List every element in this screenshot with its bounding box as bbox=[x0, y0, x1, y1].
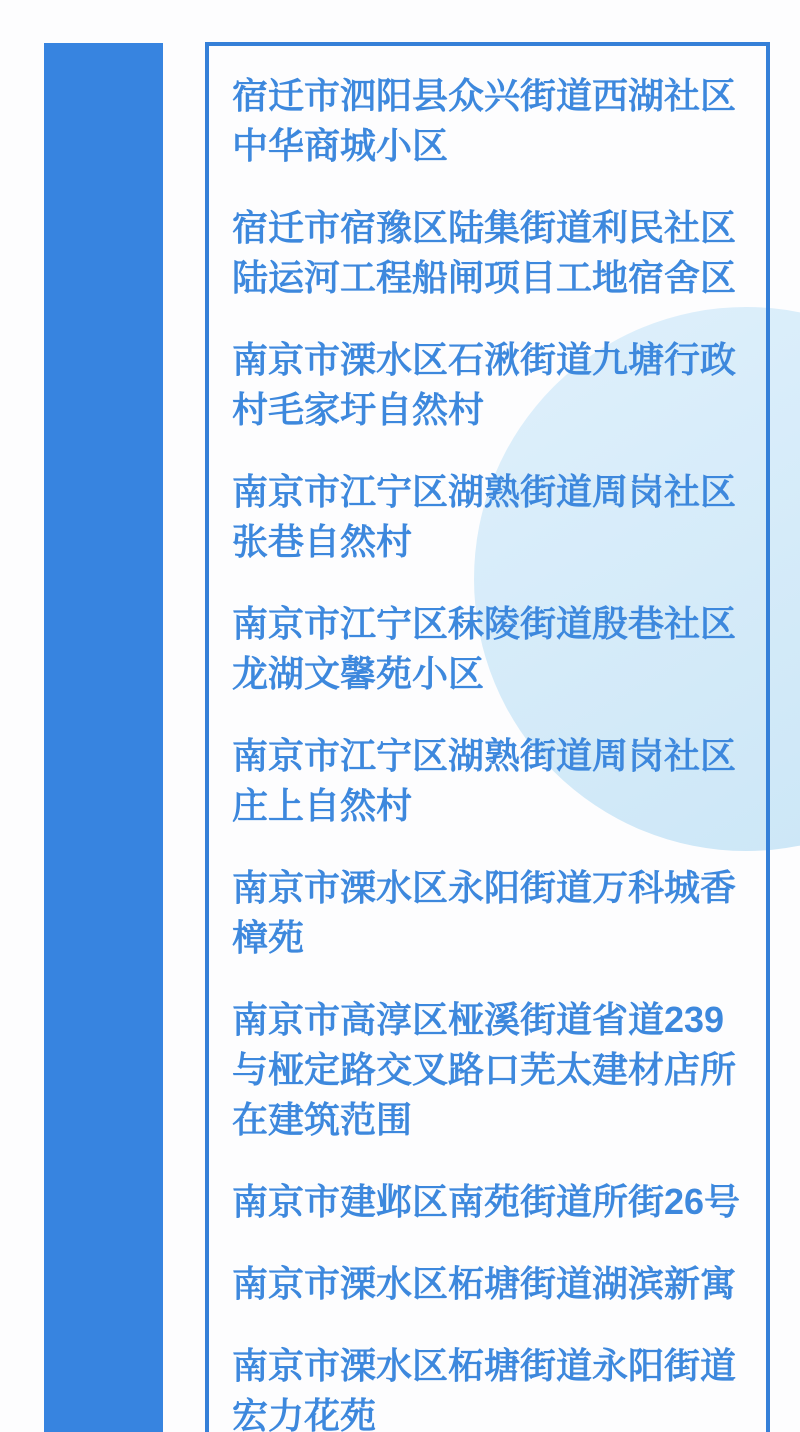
area-line: 樟苑 bbox=[232, 917, 305, 958]
area-list-item bbox=[232, 467, 754, 567]
area-line: 南京市江宁区湖熟街道周岗社区 bbox=[232, 735, 737, 776]
area-list-item bbox=[232, 1341, 754, 1432]
area-list bbox=[209, 46, 766, 1432]
area-list-item bbox=[232, 203, 754, 303]
area-list-item bbox=[232, 335, 754, 435]
area-list-item bbox=[232, 1177, 754, 1227]
area-line: 村毛家圩自然村 bbox=[232, 389, 485, 430]
area-line: 南京市溧水区柘塘街道永阳街道 bbox=[232, 1345, 737, 1386]
area-line: 宿迁市宿豫区陆集街道利民社区 bbox=[232, 207, 737, 248]
area-line: 南京市建邺区南苑街道所街26号 bbox=[232, 1181, 741, 1222]
area-line: 龙湖文馨苑小区 bbox=[232, 653, 485, 694]
area-list-item bbox=[232, 731, 754, 831]
area-line: 南京市溧水区柘塘街道湖滨新寓 bbox=[232, 1263, 737, 1304]
area-line: 陆运河工程船闸项目工地宿舍区 bbox=[232, 257, 737, 298]
area-line: 南京市溧水区石湫街道九塘行政 bbox=[232, 339, 737, 380]
area-line: 庄上自然村 bbox=[232, 785, 413, 826]
area-line: 宏力花苑 bbox=[232, 1395, 377, 1432]
area-list-item bbox=[232, 1259, 754, 1309]
left-accent-bar bbox=[44, 43, 163, 1432]
risk-area-panel bbox=[205, 42, 770, 1432]
area-list-item bbox=[232, 599, 754, 699]
area-line: 中华商城小区 bbox=[232, 125, 449, 166]
area-line: 南京市溧水区永阳街道万科城香 bbox=[232, 867, 737, 908]
area-line: 南京市江宁区秣陵街道殷巷社区 bbox=[232, 603, 737, 644]
area-line: 与桠定路交叉路口芜太建材店所 bbox=[232, 1049, 737, 1090]
area-line: 张巷自然村 bbox=[232, 521, 413, 562]
area-line: 南京市江宁区湖熟街道周岗社区 bbox=[232, 471, 737, 512]
area-line: 在建筑范围 bbox=[232, 1099, 413, 1140]
area-list-item bbox=[232, 995, 754, 1145]
area-list-item bbox=[232, 863, 754, 963]
area-line: 宿迁市泗阳县众兴街道西湖社区 bbox=[232, 75, 737, 116]
area-list-item bbox=[232, 71, 754, 171]
area-line: 南京市高淳区桠溪街道省道239 bbox=[232, 999, 725, 1040]
